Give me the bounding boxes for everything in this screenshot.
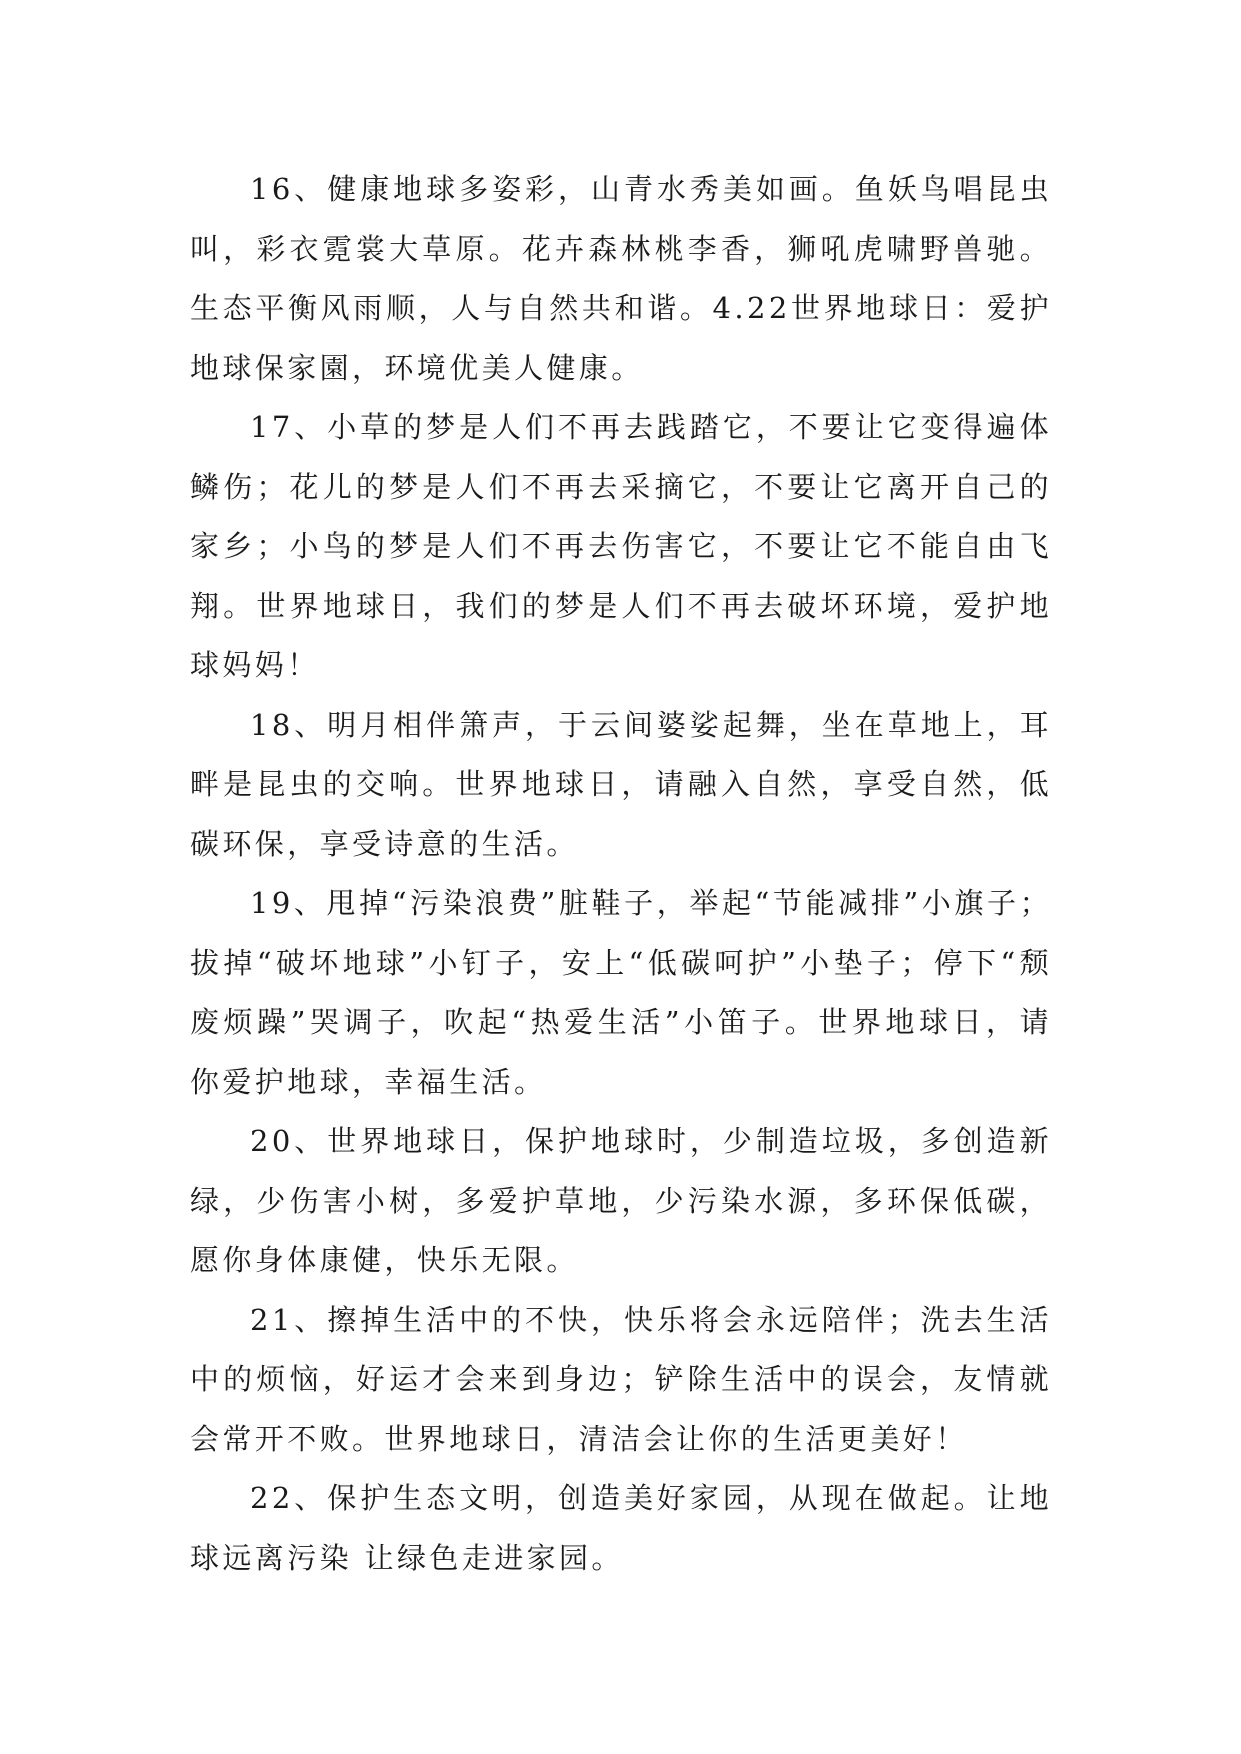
paragraph-18: 18、明月相伴箫声，于云间婆娑起舞，坐在草地上，耳畔是昆虫的交响。世界地球日，请融入自然，享受自然，低碳环保，享受诗意的生活。 xyxy=(190,707,1052,861)
paragraph-19: 19、甩掉“污染浪费”脏鞋子，举起“节能减排”小旗子；拔掉“破坏地球”小钉子，安上“低碳呵护”小垫子；停下“颓废烦躁”哭调子，吹起“热爱生活”小笛子。世界地球日，请你爱护地球，幸福生活。 xyxy=(190,886,1052,1099)
paragraph-22: 22、保护生态文明，创造美好家园，从现在做起。让地球远离污染 让绿色走进家园。 xyxy=(190,1481,1052,1575)
paragraph-16: 16、健康地球多姿彩，山青水秀美如画。鱼妖鸟唱昆虫叫，彩衣霓裳大草原。花卉森林桃李香，狮吼虎啸野兽驰。生态平衡风雨顺，人与自然共和谐。4.22世界地球日：爱护地球保家園，环境优美人健康。 xyxy=(190,172,1052,385)
paragraph-17: 17、小草的梦是人们不再去践踏它，不要让它变得遍体鳞伤；花儿的梦是人们不再去采摘它，不要让它离开自己的家乡；小鸟的梦是人们不再去伤害它，不要让它不能自由飞翔。世界地球日，我们的梦是人们不再去破坏环境，爱护地球妈妈！ xyxy=(190,410,1052,682)
document-body xyxy=(190,160,1052,1588)
paragraph-21: 21、擦掉生活中的不快，快乐将会永远陪伴；洗去生活中的烦恼，好运才会来到身边；铲除生活中的误会，友情就会常开不败。世界地球日，清洁会让你的生活更美好！ xyxy=(190,1302,1052,1456)
paragraph-20: 20、世界地球日，保护地球时，少制造垃圾，多创造新绿，少伤害小树，多爱护草地，少污染水源，多环保低碳，愿你身体康健，快乐无限。 xyxy=(190,1124,1052,1277)
